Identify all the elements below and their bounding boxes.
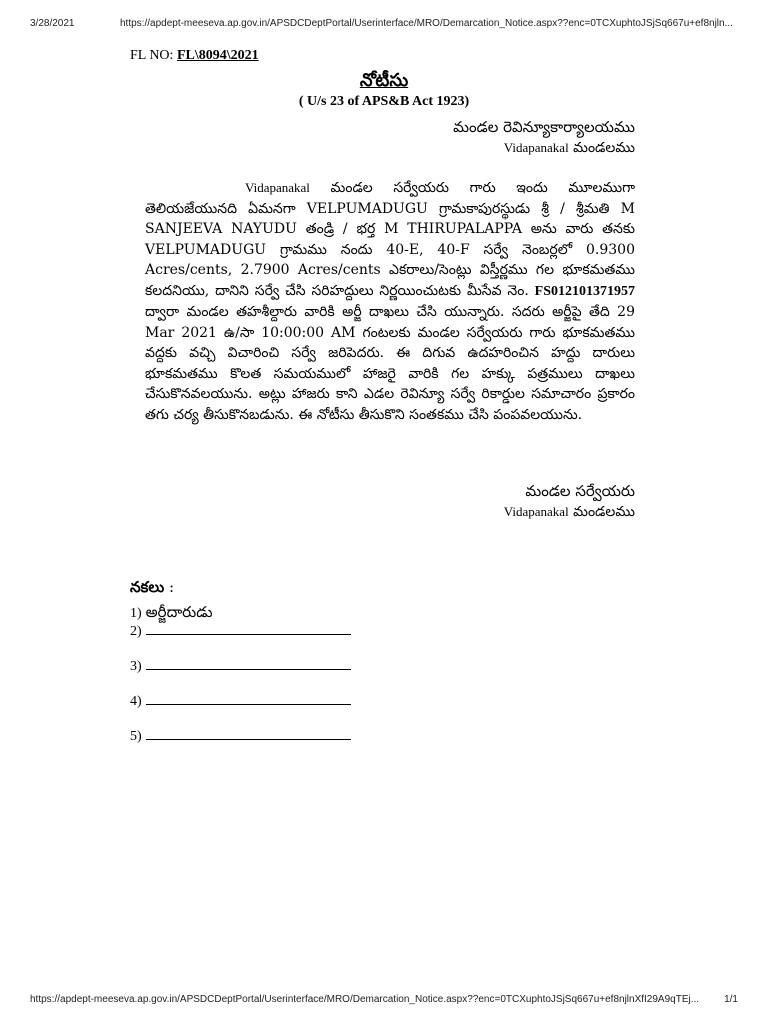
signatory-place-te: మండలము <box>573 504 635 520</box>
copy-blank-line <box>146 727 351 740</box>
copy-item <box>130 692 351 710</box>
notice-subtitle: ( U/s 23 of APS&B Act 1923) <box>298 94 470 109</box>
copy-item-number: 5) <box>130 729 142 744</box>
file-number-value: FL\8094\2021 <box>176 48 259 63</box>
copy-item-text: అర్జీదారుడు <box>145 603 213 621</box>
copies-colon: : <box>164 578 175 596</box>
file-number-label: FL NO: <box>130 48 174 63</box>
signatory-place-en: Vidapanakal <box>503 504 569 519</box>
copy-item-number: 1) <box>130 606 142 621</box>
body-part-1: మండల సర్వేయరు గారు ఇందు మూలముగా తెలియజేయునది ఏమనగా VELPUMADUGU గ్రామకాపురస్థుడు శ్రీ / శ్రీమతి M SANJEEVA NAYUDU తండ్రి / భర్త M THIRUPALAPPA అను వారు తనకు VELPUMADUGU గ్రామము నందు 40-E, 40-F సర్వే నెంబర్లలో 0.9300 Acres/cents, 2.7900 Acres/cents ఎకరాలు/సెంట్లు విస్తీర్ణము గల భూకమతము కలదనియు, దానిని సర్వే చేసి సరిహద్దులు నిర్ణయించుటకు మీసేవ నెం. <box>145 180 635 299</box>
office-name: మండల రెవిన్యూకార్యాలయము <box>453 118 635 136</box>
footer-url: https://apdept-meeseva.ap.gov.in/APSDCDeptPortal/Userinterface/MRO/Demarcation_Notice.aspx??enc=0TCXuphtoJSjSq667u+ef8njlnXfI29A9qTEj... <box>30 994 700 1005</box>
signatory-place <box>504 504 635 523</box>
copy-blank-line <box>146 657 351 670</box>
copies-heading <box>130 578 174 600</box>
office-place <box>504 140 635 159</box>
body-place: Vidapanakal <box>245 180 310 195</box>
notice-body <box>145 178 635 425</box>
office-place-en: Vidapanakal <box>503 140 569 155</box>
copy-blank-line <box>146 622 351 635</box>
print-url: https://apdept-meeseva.ap.gov.in/APSDCDeptPortal/Userinterface/MRO/Demarcation_Notice.aspx??enc=0TCXuphtoJSjSq667u+ef8njln... <box>120 18 733 29</box>
copy-item-number: 3) <box>130 659 142 674</box>
copies-title: నకలు <box>130 578 165 596</box>
notice-title: నోటీసు <box>359 70 409 91</box>
application-number: FS012101371957 <box>534 283 635 299</box>
file-number <box>130 48 259 64</box>
copy-item <box>130 622 351 640</box>
print-date: 3/28/2021 <box>30 18 75 29</box>
copy-item-number: 2) <box>130 624 142 639</box>
office-place-te: మండలము <box>573 140 635 156</box>
copy-item <box>130 657 351 675</box>
page-number: 1/1 <box>724 994 738 1005</box>
copy-item-number: 4) <box>130 694 142 709</box>
body-part-2: ద్వారా మండల తహశీల్దారు వారికి అర్జీ దాఖలు చేసి యున్నారు. సదరు అర్జీపై తేది 29 Mar 2021 ఉ/సా 10:00:00 AM గంటలకు మండల సర్వేయరు గారు భూకమతము వద్దకు వచ్చి విచారించి సర్వే జరిపెదరు. ఈ దిగువ ఉదహరించిన హద్దు దారులు భూకమతము కొలత సమయములో హాజరై వారికి గల హక్కు పత్రములు దాఖలు చేసుకొనవలయును. అట్లు హాజరు కాని ఎడల రెవిన్యూ సర్వే రికార్డుల సమాచారం ప్రకారం తగు చర్య తీసుకొనబడును. ఈ నోటీసు తీసుకొని సంతకము చేసి పంపవలయును. <box>145 304 635 423</box>
copy-blank-line <box>146 692 351 705</box>
copy-item <box>130 727 351 745</box>
signatory-role: మండల సర్వేయరు <box>525 482 635 500</box>
